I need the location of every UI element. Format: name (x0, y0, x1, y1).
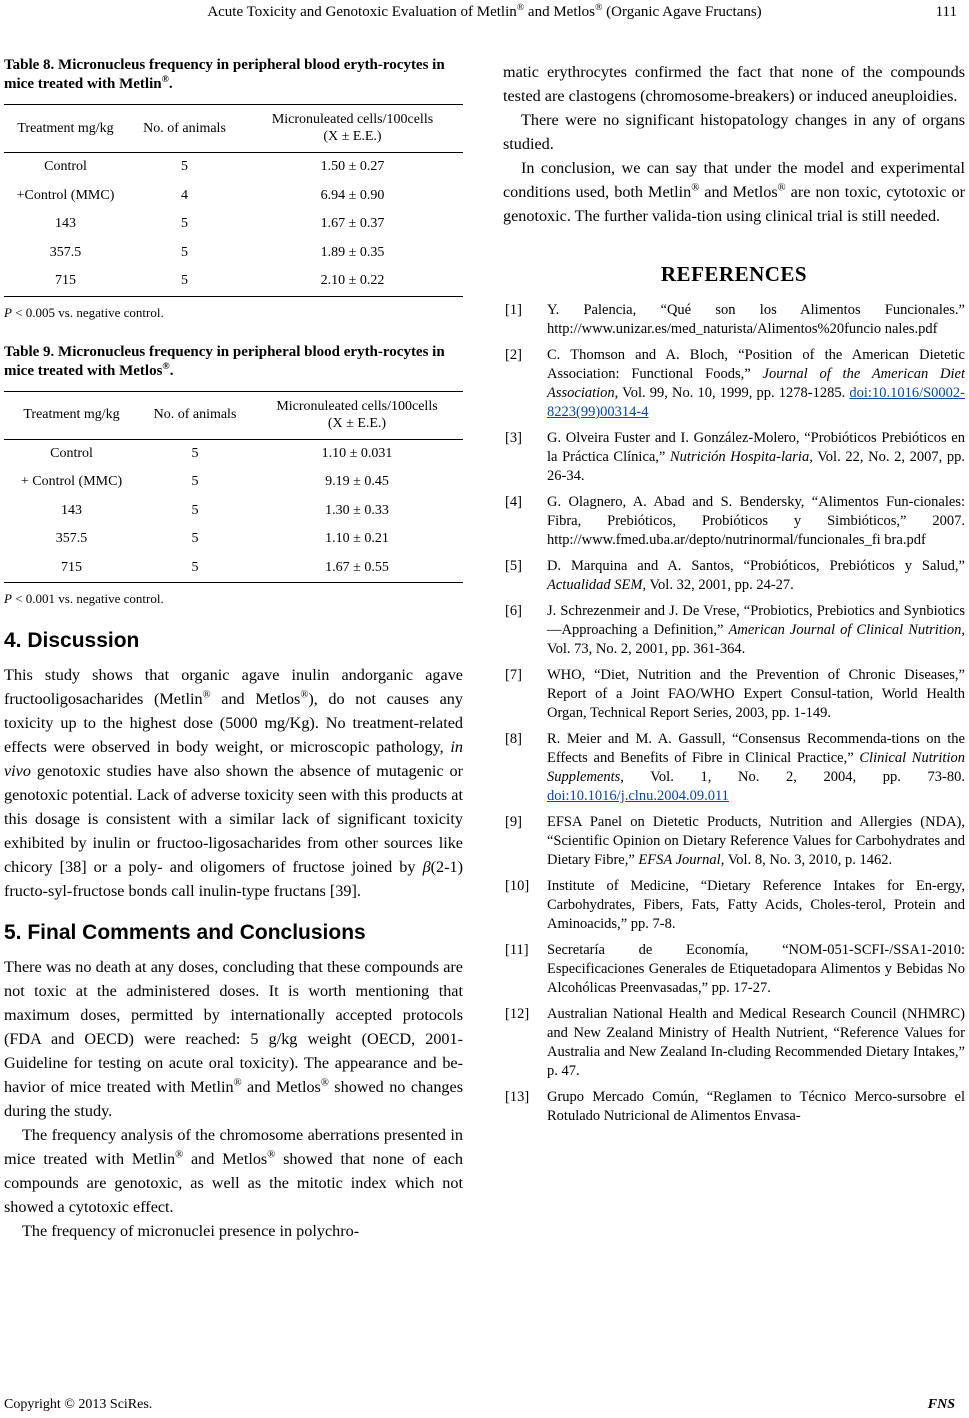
conclusions-paragraph-5: In conclusion, we can say that under the model and experimental conditions used, both Metlin® and Metlos® are non toxic, cytotoxic or genotoxic. The further valida-tion using clinical trial is still needed. (503, 159, 965, 225)
reference-number: [10] (505, 878, 530, 894)
table-row (4, 439, 463, 468)
reference-text: Australian National Health and Medical Research Council (NHMRC) and New Zealand Ministry of Health Nutrient, “Reference Values for Australia and New Zealand In-cluding Recommended Dietary Intakes,” p. 47. (547, 1006, 965, 1079)
table-cell: 4 (181, 187, 188, 203)
reference-details: , Vol. 32, 2001, pp. 24-27. (642, 577, 794, 593)
reference-number: [8] (505, 731, 522, 747)
table9-caption: Table 9. Micronucleus frequency in peripheral blood eryth-rocytes in mice treated with Metlos®. (4, 343, 445, 379)
table-cell: 1.67 ± 0.37 (320, 216, 385, 232)
page-number: 111 (935, 4, 957, 20)
table-cell: 5 (191, 531, 199, 547)
reference-number: [13] (505, 1089, 530, 1105)
reference-item (503, 1088, 965, 1126)
table-cell: + Control (MMC) (20, 474, 123, 490)
reference-source: Clinical Nutrition Supplements (547, 750, 965, 785)
page-footer (4, 1397, 955, 1413)
table-cell: 2.10 ± 0.22 (242, 267, 463, 296)
reference-number: [1] (505, 302, 522, 318)
table8-caption: Table 8. Micronucleus frequency in peripheral blood eryth-rocytes in mice treated with Metlin®. (4, 57, 445, 92)
reference-details: , Vol. 99, No. 10, 1999, pp. 1278-1285. (614, 385, 850, 401)
table-cell: 5 (191, 474, 199, 490)
table-cell: 5 (181, 216, 188, 232)
reference-number: [4] (505, 494, 522, 510)
reference-text: C. Thomson and A. Bloch, “Position of the American Dietetic Association: Functional Foods,” (547, 347, 965, 382)
reference-item (503, 941, 965, 998)
table-cell: 715 (4, 267, 127, 296)
table-cell: 9.19 ± 0.45 (325, 474, 389, 490)
table8-note: P < 0.005 vs. negative control. (4, 304, 164, 320)
table-cell: 715 (4, 554, 139, 583)
table-cell: 1.67 ± 0.55 (251, 554, 463, 583)
table-cell: 357.5 (55, 531, 88, 547)
reference-source: Nutrición Hospita-laria (670, 449, 810, 465)
conclusions-paragraph-2: The frequency analysis of the chromosome aberrations presented in mice treated with Metlin® and Metlos® showed that none of each compounds are genotoxic, as well as the mitotic index which not showed a cytotoxic effect. (4, 1126, 464, 1216)
table8 (4, 104, 463, 297)
table-cell: 5 (191, 502, 199, 518)
table-row (4, 182, 463, 211)
reference-item (503, 602, 965, 659)
reference-item (503, 813, 965, 870)
table-row (4, 497, 463, 526)
table8-header-animals: No. of animals (127, 105, 242, 153)
table-row (4, 239, 463, 268)
table9-header-micronucleated: Micronuleated cells/100cells (X ± E.E.) (251, 391, 463, 439)
running-head (0, 4, 969, 21)
reference-item (503, 346, 965, 422)
table-cell: 1.10 ± 0.031 (321, 445, 393, 461)
running-title: Acute Toxicity and Genotoxic Evaluation of Metlin® and Metlos® (Organic Agave Fructans) (207, 2, 762, 20)
discussion-heading: 4. Discussion (4, 629, 140, 652)
table9-header-treatment: Treatment mg/kg (4, 391, 139, 439)
table-cell: 5 (181, 244, 188, 260)
reference-text: Institute of Medicine, “Dietary Reference Intakes for En-ergy, Carbohydrates, Fibers, Fats, Fatty Acids, Choles-terol, Protein and Aminoacids,” pp. 7-8. (547, 878, 965, 932)
journal-abbrev: FNS (927, 1397, 955, 1412)
table-cell: 1.30 ± 0.33 (325, 502, 389, 518)
reference-details: , Vol. 8, No. 3, 2010, p. 1462. (720, 852, 893, 868)
reference-item (503, 429, 965, 486)
table-row (4, 153, 463, 182)
reference-text: EFSA Panel on Dietetic Products, Nutrition and Allergies (NDA), “Scientific Opinion on Dietary Reference Values for Carbohydrates and Dietary Fibre,” (547, 814, 965, 868)
left-column (4, 56, 463, 1243)
table-cell: 5 (139, 554, 251, 583)
table9-header-animals: No. of animals (139, 391, 251, 439)
table-cell: 5 (127, 267, 242, 296)
reference-item (503, 557, 965, 595)
reference-number: [3] (505, 430, 522, 446)
reference-text: D. Marquina and A. Santos, “Probióticos, Prebióticos y Salud,” (547, 558, 965, 574)
table-row (4, 554, 463, 583)
discussion-paragraph: This study shows that organic agave inulin andorganic agave fructooligosacharides (Metlin® and Metlos®), do not causes any toxicity up to the highest dose (5000 mg/Kg). No treatment-related effects were observed in body weight, or microscopic pathology, in vivo genotoxic studies have also shown the absence of mutagenic or genotoxic potential. Lack of adverse toxicity seen with this products at this dosage is consistent with a similar lack of significant toxicity exhibited by inulin or fructoo-ligosacharides from other sources like chicory [38] or a poly- and oligomers of fructose joined by β(2-1) fructo-syl-fructose bonds call inulin-type fructans [39]. (4, 666, 463, 900)
references-heading: REFERENCES (660, 262, 808, 286)
reference-details: , Vol. 1, No. 2, 2004, pp. 73-80. (620, 769, 965, 785)
reference-number: [7] (505, 667, 522, 683)
reference-text: Secretaría de Economía, “NOM-051-SCFI-/SSA1-2010: Especificaciones Generales de Etiquetadopara Alimentos y Bebidas No Alcohólicas Preenvasadas,” pp. 17-27. (547, 942, 965, 996)
conclusions-paragraph-1: There was no death at any doses, concluding that these compounds are not toxic at the administered doses. It is worth mentioning that maximum doses, permitted by internationally accepted protocols (FDA and OECD) were reached: 5 g/kg weight (OECD, 2001-Guideline for testing on acute oral toxicity). The appearance and be-havior of mice treated with Metlin® and Metlos® showed no changes during the study. (4, 958, 464, 1120)
reference-item (503, 1005, 965, 1081)
conclusions-paragraph-3-continued: matic erythrocytes confirmed the fact that none of the compounds tested are clastogens (chromosome-breakers) or induced aneuploidies. (503, 63, 965, 105)
reference-text: Grupo Mercado Común, “Reglamen to Técnico Merco-sursobre el Rotulado Nutricional de Alimentos Envasa- (547, 1089, 965, 1124)
reference-number: [2] (505, 347, 522, 363)
doi-link[interactable]: doi:10.1016/S0002-8223(99)00314-4 (547, 385, 965, 420)
table-row (4, 468, 463, 497)
reference-number: [5] (505, 558, 522, 574)
reference-source: EFSA Journal (638, 852, 721, 868)
table-cell: 1.10 ± 0.21 (325, 531, 389, 547)
reference-details: , Vol. 73, No. 2, 2001, pp. 361-364. (547, 622, 965, 657)
conclusions-heading: 5. Final Comments and Conclusions (4, 921, 366, 944)
table8-header-treatment: Treatment mg/kg (4, 105, 127, 153)
reference-item (503, 301, 965, 339)
table-cell: Control (50, 445, 93, 461)
doi-link[interactable]: doi:10.1016/j.clnu.2004.09.011 (547, 788, 729, 804)
reference-number: [12] (505, 1006, 530, 1022)
copyright: Copyright © 2013 SciRes. (4, 1397, 153, 1412)
table-cell: 143 (55, 216, 76, 232)
table-cell: 6.94 ± 0.90 (320, 187, 385, 203)
table-cell: 143 (61, 502, 82, 518)
reference-details: , Vol. 22, No. 2, 2007, pp. 26-34. (547, 449, 965, 484)
table-row (4, 525, 463, 554)
reference-source: Actualidad SEM (547, 577, 643, 593)
table8-header-micronucleated: Micronuleated cells/100cells (X ± E.E.) (242, 105, 463, 153)
reference-text: WHO, “Diet, Nutrition and the Prevention of Chronic Diseases,” Report of a Joint FAO/WHO Expert Consul-tation, World Health Organ, Technical Report Series, 2003, pp. 1-149. (547, 667, 965, 721)
reference-source: Journal of the American Diet Association (547, 366, 965, 401)
table-cell: 1.89 ± 0.35 (320, 244, 385, 260)
reference-item (503, 877, 965, 934)
reference-list (503, 301, 965, 1126)
table-cell: 5 (181, 159, 188, 175)
table-cell: +Control (MMC) (16, 187, 115, 203)
table-cell: 357.5 (49, 244, 82, 260)
reference-number: [11] (505, 942, 529, 958)
table-cell: 1.50 ± 0.27 (320, 159, 385, 175)
conclusions-paragraph-3: The frequency of micronuclei presence in polychro- (22, 1222, 360, 1240)
reference-item (503, 666, 965, 723)
reference-number: [9] (505, 814, 522, 830)
reference-source: American Journal of Clinical Nutrition (728, 622, 962, 638)
reference-item (503, 493, 965, 550)
conclusions-paragraph-4: There were no significant histopatology changes in any of organs studied. (503, 111, 965, 153)
reference-text: G. Olagnero, A. Abad and S. Bendersky, “Alimentos Fun-cionales: Fibra, Prebióticos, Probióticos y Simbióticos,” 2007. http://www.fmed.uba.ar/depto/nutrinormal/funcionales_fi bra.pdf (547, 494, 965, 548)
reference-text: G. Olveira Fuster and I. González-Molero, “Probióticos Prebióticos en la Práctica Clínica,” (547, 430, 965, 465)
table-row (4, 267, 463, 296)
reference-text: Y. Palencia, “Qué son los Alimentos Funcionales.” http://www.unizar.es/med_naturista/Alimentos%20funcio nales.pdf (547, 302, 965, 337)
reference-item (503, 730, 965, 806)
table9 (4, 391, 463, 584)
table-cell: 5 (191, 445, 199, 461)
table-row (4, 210, 463, 239)
right-column (503, 56, 965, 1133)
table9-note: P < 0.001 vs. negative control. (4, 591, 164, 606)
reference-text: J. Schrezenmeir and J. De Vrese, “Probiotics, Prebiotics and Synbiotics—Approaching a Definition,” (547, 603, 965, 638)
reference-text: R. Meier and M. A. Gassull, “Consensus Recommenda-tions on the Effects and Benefits of Fibre in Clinical Practice,” (547, 731, 965, 766)
table-cell: Control (44, 159, 87, 175)
reference-number: [6] (505, 603, 522, 619)
